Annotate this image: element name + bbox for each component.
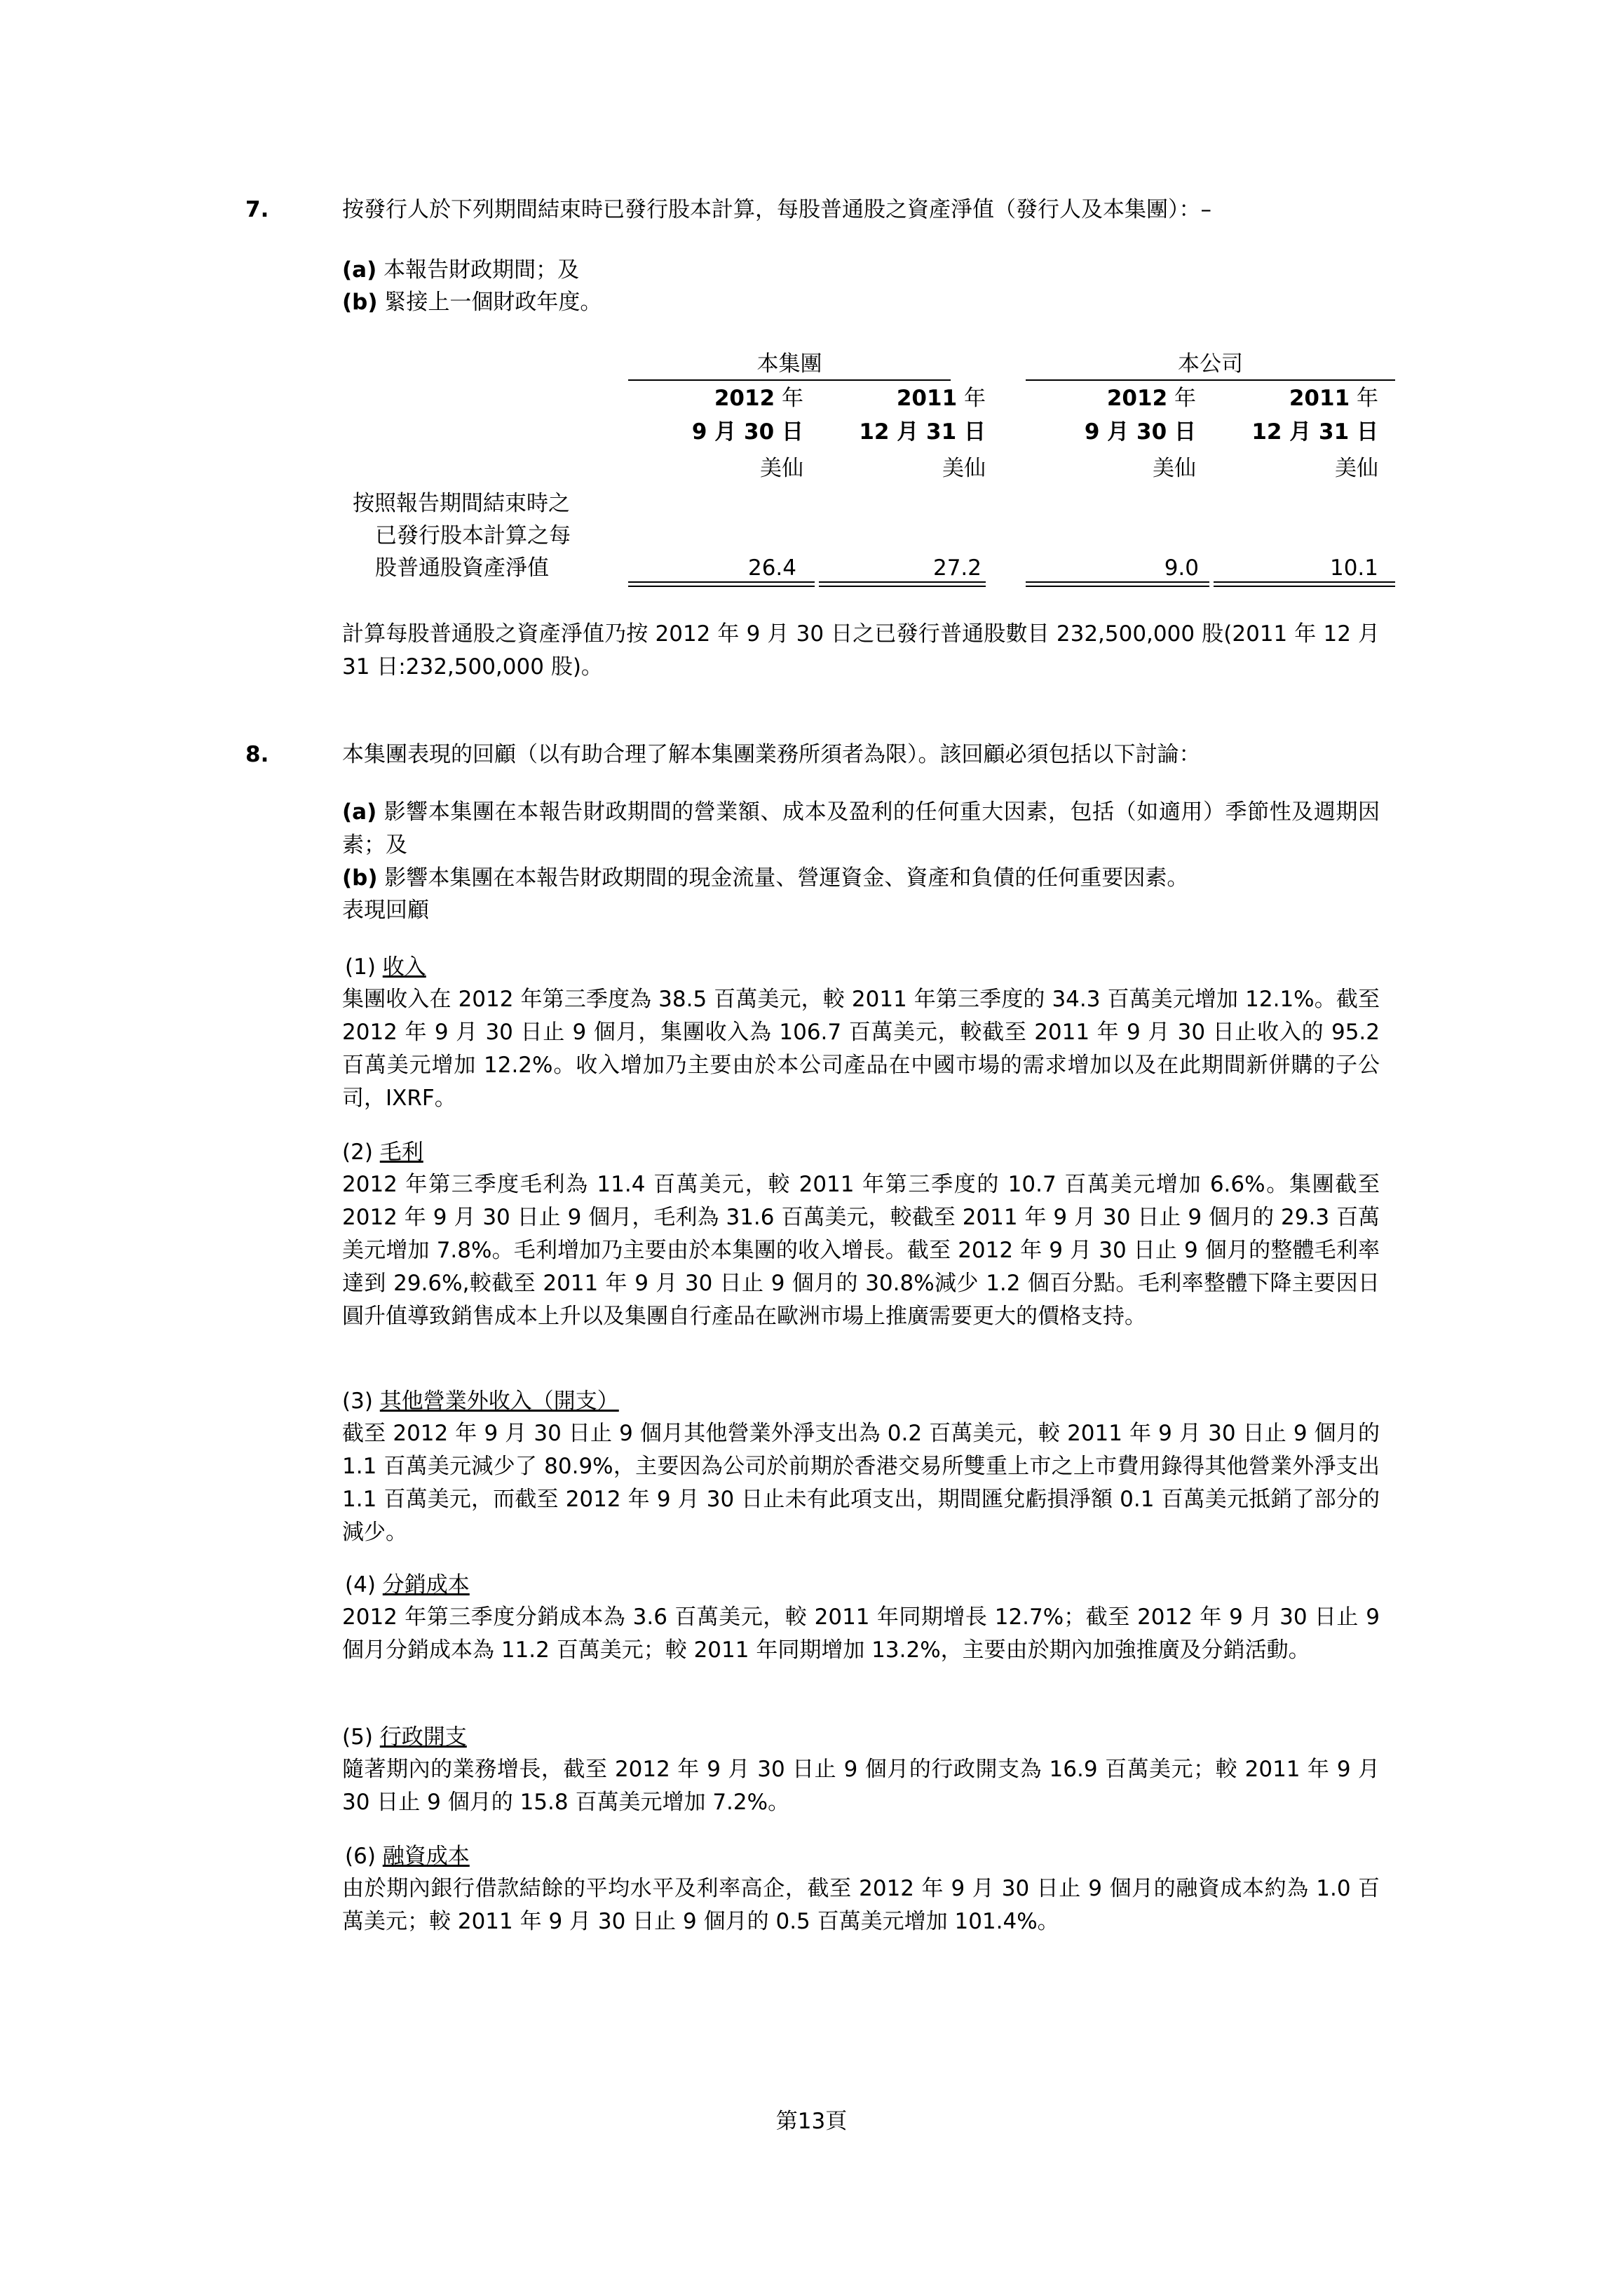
col-4-year: 2011 年 <box>1289 386 1378 411</box>
col-4-date: 12 月 31 日 <box>1251 419 1378 445</box>
col-2-date: 12 月 31 日 <box>859 419 986 445</box>
subsection-title: 行政開支 <box>379 1724 467 1750</box>
subsection-title: 分銷成本 <box>382 1572 470 1598</box>
section-7-item-a <box>342 254 1380 287</box>
section-8-number: 8. <box>245 742 269 767</box>
item-text: 影響本集團在本報告財政期間的現金流量、營運資金、資產和負債的任何重要因素。 <box>377 865 1189 891</box>
section-8-item-b <box>342 862 1380 895</box>
subsection-2-body: 2012 年第三季度毛利為 11.4 百萬美元，較 2011 年第三季度的 10.7 百萬美元增加 6.6%。集團截至 2012 年 9 月 30 日止 9 個月，毛利為 31.6 百萬美元，較截至 2011 年 9 月 30 日止 9 個月的 29.3 百萬美元增加 7.8%。毛利增加乃主要由於本集團的收入增長。截至 2012 年 9 月 30 日止 9 個月的整體毛利率達到 29.6%,較截至 2011 年 9 月 30 日止 9 個月的 30.8%減少 1.2 個百分點。毛利率整體下降主要因日圓升值導致銷售成本上升以及集團自行產品在歐洲市場上推廣需要更大的價格支持。 <box>342 1172 1380 1329</box>
group-header-rule <box>628 379 951 381</box>
col-4-unit: 美仙 <box>1335 456 1378 481</box>
subsection-3-body: 截至 2012 年 9 月 30 日止 9 個月其他營業外淨支出為 0.2 百萬美元，較 2011 年 9 月 30 日止 9 個月的 1.1 百萬美元減少了 80.9%，主要因為公司於前期於香港交易所雙重上市之上市費用錄得其他營業外淨支出 1.1 百萬美元，而截至 2012 年 9 月 30 日止未有此項支出，期間匯兌虧損淨額 0.1 百萬美元抵銷了部分的減少。 <box>342 1421 1380 1545</box>
item-label: (a) <box>342 257 377 283</box>
total-rule <box>1214 581 1395 587</box>
value-group-2012: 26.4 <box>747 555 796 581</box>
row-label-line-2: 已發行股本計算之每 <box>375 523 571 548</box>
item-label: (b) <box>342 290 378 315</box>
subsection-5-body: 隨著期內的業務增長，截至 2012 年 9 月 30 日止 9 個月的行政開支為 16.9 百萬美元；較 2011 年 9 月 30 日止 9 個月的 15.8 百萬美元增加 7.2%。 <box>342 1757 1380 1815</box>
section-7-number: 7. <box>245 197 269 222</box>
company-header: 本公司 <box>1178 351 1243 377</box>
subsection-5-heading: (5) 行政開支 <box>342 1724 467 1750</box>
total-rule <box>819 581 986 587</box>
col-1-year: 2012 年 <box>714 386 803 411</box>
item-text: 影響本集團在本報告財政期間的營業額、成本及盈利的任何重大因素，包括（如適用）季節性及週期因素；及 <box>342 799 1380 858</box>
col-3-unit: 美仙 <box>1153 456 1196 481</box>
subsection-6-heading: (6) 融資成本 <box>345 1844 470 1869</box>
total-rule <box>1026 581 1209 587</box>
col-1-unit: 美仙 <box>760 456 803 481</box>
col-3-year: 2012 年 <box>1106 386 1196 411</box>
col-1-date: 9 月 30 日 <box>691 419 803 445</box>
review-title: 表現回顧 <box>342 898 429 923</box>
company-header-rule <box>1026 379 1395 381</box>
col-2-unit: 美仙 <box>942 456 986 481</box>
subsection-title: 收入 <box>382 954 426 980</box>
item-label: (b) <box>342 865 378 891</box>
group-header: 本集團 <box>756 351 822 377</box>
subsection-6-body: 由於期內銀行借款結餘的平均水平及利率高企，截至 2012 年 9 月 30 日止 9 個月的融資成本約為 1.0 百萬美元；較 2011 年 9 月 30 日止 9 個月的 0.5 百萬美元增加 101.4%。 <box>342 1876 1380 1934</box>
row-label-line-3: 股普通股資產淨值 <box>375 555 549 581</box>
nav-note: 計算每股普通股之資產淨值乃按 2012 年 9 月 30 日之已發行普通股數目 232,500,000 股(2011 年 12 月 31 日:232,500,000 股)。 <box>342 621 1380 680</box>
subsection-1-heading: (1) 收入 <box>345 954 426 980</box>
item-text: 緊接上一個財政年度。 <box>377 290 602 315</box>
subsection-3-heading: (3) 其他營業外收入（開支） <box>342 1389 619 1414</box>
value-company-2012: 9.0 <box>1164 555 1199 581</box>
section-8-title: 本集團表現的回顧（以有助合理了解本集團業務所須者為限）。該回顧必須包括以下討論： <box>342 742 1201 767</box>
subsection-4-body: 2012 年第三季度分銷成本為 3.6 百萬美元，較 2011 年同期增長 12.7%；截至 2012 年 9 月 30 日止 9 個月分銷成本為 11.2 百萬美元；較 2011 年同期增加 13.2%，主要由於期內加強推廣及分銷活動。 <box>342 1605 1380 1663</box>
page-number: 第13頁 <box>775 2109 848 2134</box>
value-company-2011: 10.1 <box>1329 555 1378 581</box>
subsection-1-body: 集團收入在 2012 年第三季度為 38.5 百萬美元，較 2011 年第三季度的 34.3 百萬美元增加 12.1%。截至 2012 年 9 月 30 日止 9 個月，集團收入為 106.7 百萬美元，較截至 2011 年 9 月 30 日止收入的 95.2 百萬美元增加 12.2%。收入增加乃主要由於本公司產品在中國市場的需求增加以及在此期間新併購的子公司，IXRF。 <box>342 987 1380 1111</box>
section-7-title: 按發行人於下列期間結束時已發行股本計算，每股普通股之資產淨值（發行人及本集團）：– <box>342 197 1211 222</box>
item-text: 本報告財政期間；及 <box>376 257 580 283</box>
subsection-title: 毛利 <box>379 1140 423 1165</box>
subsection-title: 融資成本 <box>382 1844 470 1869</box>
subsection-4-heading: (4) 分銷成本 <box>345 1572 470 1598</box>
col-3-date: 9 月 30 日 <box>1084 419 1196 445</box>
value-group-2011: 27.2 <box>932 555 982 581</box>
subsection-2-heading: (2) 毛利 <box>342 1140 423 1165</box>
col-2-year: 2011 年 <box>896 386 986 411</box>
section-7-item-b <box>342 286 1380 319</box>
total-rule <box>628 581 815 587</box>
section-8-item-a <box>342 796 1380 862</box>
row-label-line-1: 按照報告期間結束時之 <box>353 491 570 516</box>
subsection-title: 其他營業外收入（開支） <box>379 1389 619 1414</box>
item-label: (a) <box>342 799 377 825</box>
